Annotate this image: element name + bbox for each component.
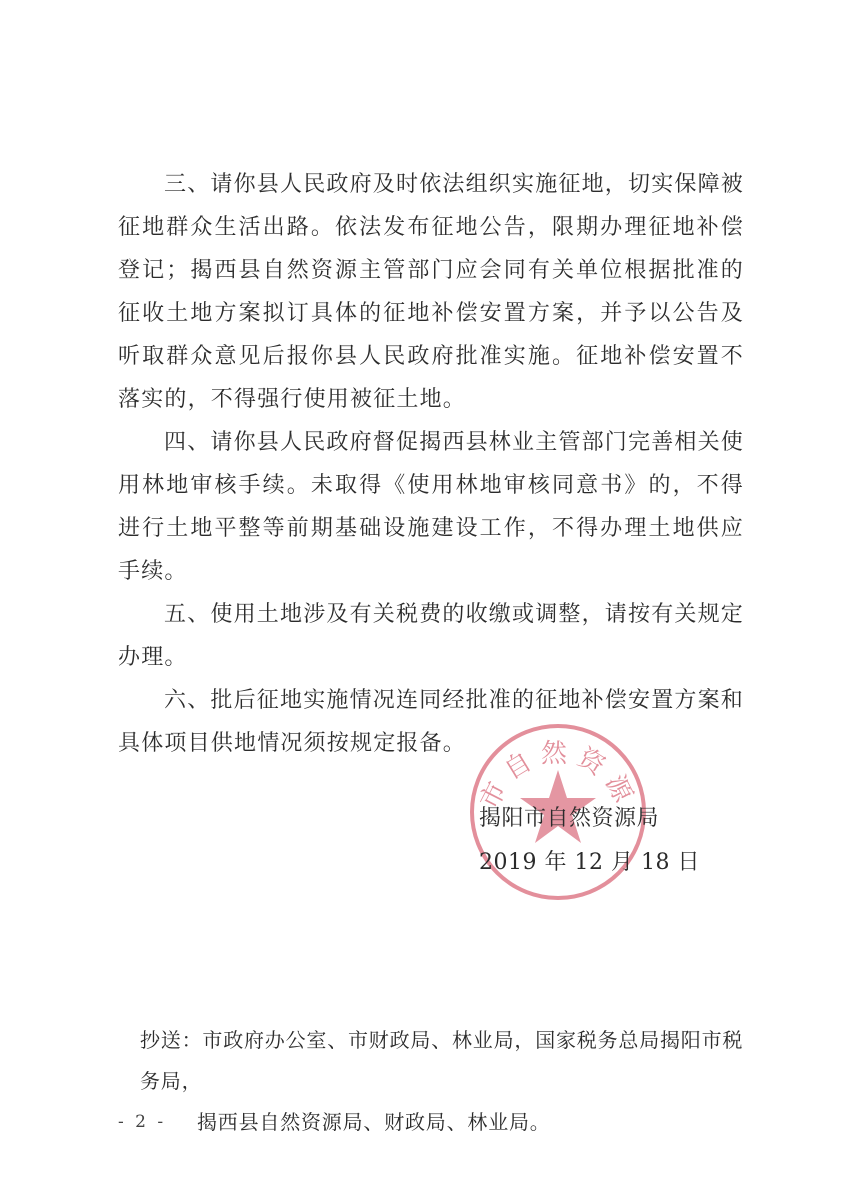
document-body: [118, 163, 744, 765]
paragraph-5: 五、使用土地涉及有关税费的收缴或调整，请按有关规定办理。: [118, 602, 745, 670]
issue-date: 2019 年 12 月 18 日: [479, 850, 700, 875]
signature-block: [479, 797, 700, 885]
page-number: - 2 -: [118, 1112, 167, 1132]
cc-label: 抄送：: [140, 1028, 203, 1052]
cc-recipients-2: 揭西县自然资源局、财政局、林业局。: [197, 1110, 551, 1134]
issuer-name: 揭阳市自然资源局: [479, 806, 660, 831]
cc-distribution: [140, 1020, 750, 1143]
cc-line-1: [140, 1020, 750, 1102]
paragraph-4: 四、请你县人民政府督促揭西县林业主管部门完善相关使用林地审核手续。未取得《使用林地审核同意书》的，不得进行土地平整等前期基础设施建设工作，不得办理土地供应手续。: [118, 430, 745, 584]
paragraph-6: 六、批后征地实施情况连同经批准的征地补偿安置方案和具体项目供地情况须按规定报备。: [118, 688, 745, 756]
paragraph-3: 三、请你县人民政府及时依法组织实施征地，切实保障被征地群众生活出路。依法发布征地公告，限期办理征地补偿登记；揭西县自然资源主管部门应会同有关单位根据批准的征收土地方案拟订具体的征地补偿安置方案，并予以公告及听取群众意见后报你县人民政府批准实施。征地补偿安置不落实的，不得强行使用被征土地。: [118, 172, 745, 412]
svg-text:市自然资源: 市自然资源: [474, 739, 642, 815]
cc-recipients-1: 市政府办公室、市财政局、林业局，国家税务总局揭阳市税务局，: [140, 1028, 744, 1093]
